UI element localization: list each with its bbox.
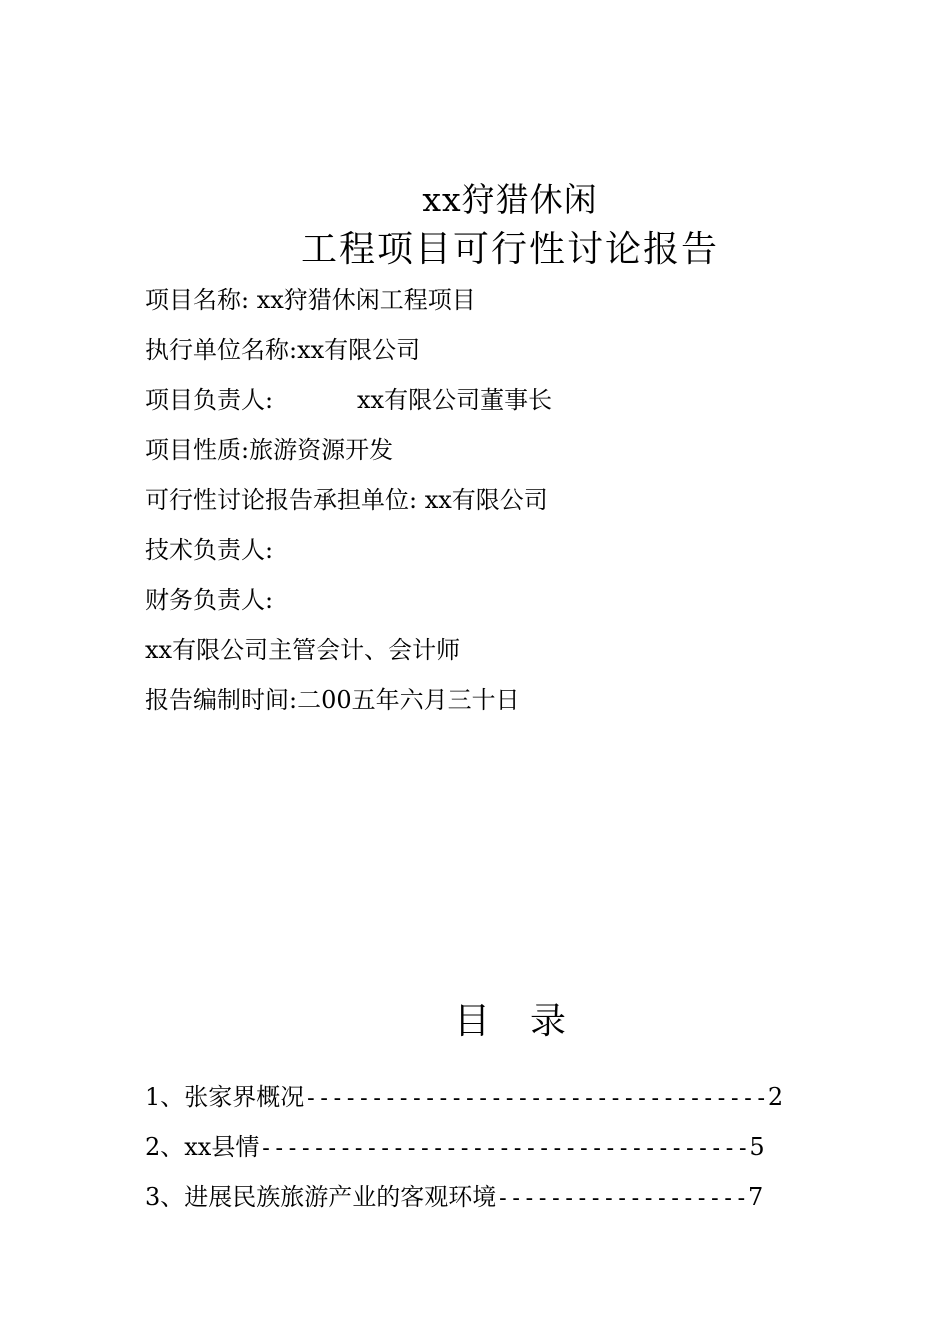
toc-title: [0, 998, 950, 1046]
toc-item-page: 2: [767, 1083, 784, 1111]
toc-item-page: 7: [747, 1183, 764, 1211]
info-executing-unit: 执行单位名称:xx有限公司: [145, 336, 421, 364]
toc-item-leader: -----------------------------------: [304, 1086, 768, 1111]
toc-item-label: 1、张家界概况: [145, 1083, 305, 1111]
info-financial-leader: 财务负责人:: [145, 586, 274, 614]
document-title-line-1: xx狩猎休闲: [422, 180, 598, 219]
toc-item-leader: -------------------------------------: [259, 1136, 750, 1161]
toc-title-char-2: 录: [530, 1001, 567, 1042]
info-report-undertaker: 可行性讨论报告承担单位: xx有限公司: [145, 486, 548, 514]
document-title-line-2: 工程项目可行性讨论报告: [300, 229, 719, 270]
toc-item-label: 3、进展民族旅游产业的客观环境: [145, 1183, 497, 1211]
info-project-leader: 项目负责人: xx有限公司董事长: [145, 386, 553, 414]
info-technical-leader: 技术负责人:: [145, 536, 274, 564]
toc-item[interactable]: [145, 1130, 765, 1166]
toc-item[interactable]: [145, 1080, 783, 1116]
toc-item-page: 5: [749, 1133, 765, 1161]
toc-item[interactable]: [145, 1180, 763, 1216]
info-accountant: xx有限公司主管会计、会计师: [145, 636, 461, 664]
info-project-nature: 项目性质:旅游资源开发: [145, 436, 394, 464]
info-report-date: 报告编制时间:二00五年六月三十日: [145, 686, 520, 714]
info-project-name: 项目名称: xx狩猎休闲工程项目: [145, 286, 476, 314]
toc-item-label: 2、xx县情: [145, 1133, 260, 1161]
toc-title-char-1: 目: [453, 1001, 490, 1042]
toc-item-leader: -------------------: [496, 1186, 748, 1211]
